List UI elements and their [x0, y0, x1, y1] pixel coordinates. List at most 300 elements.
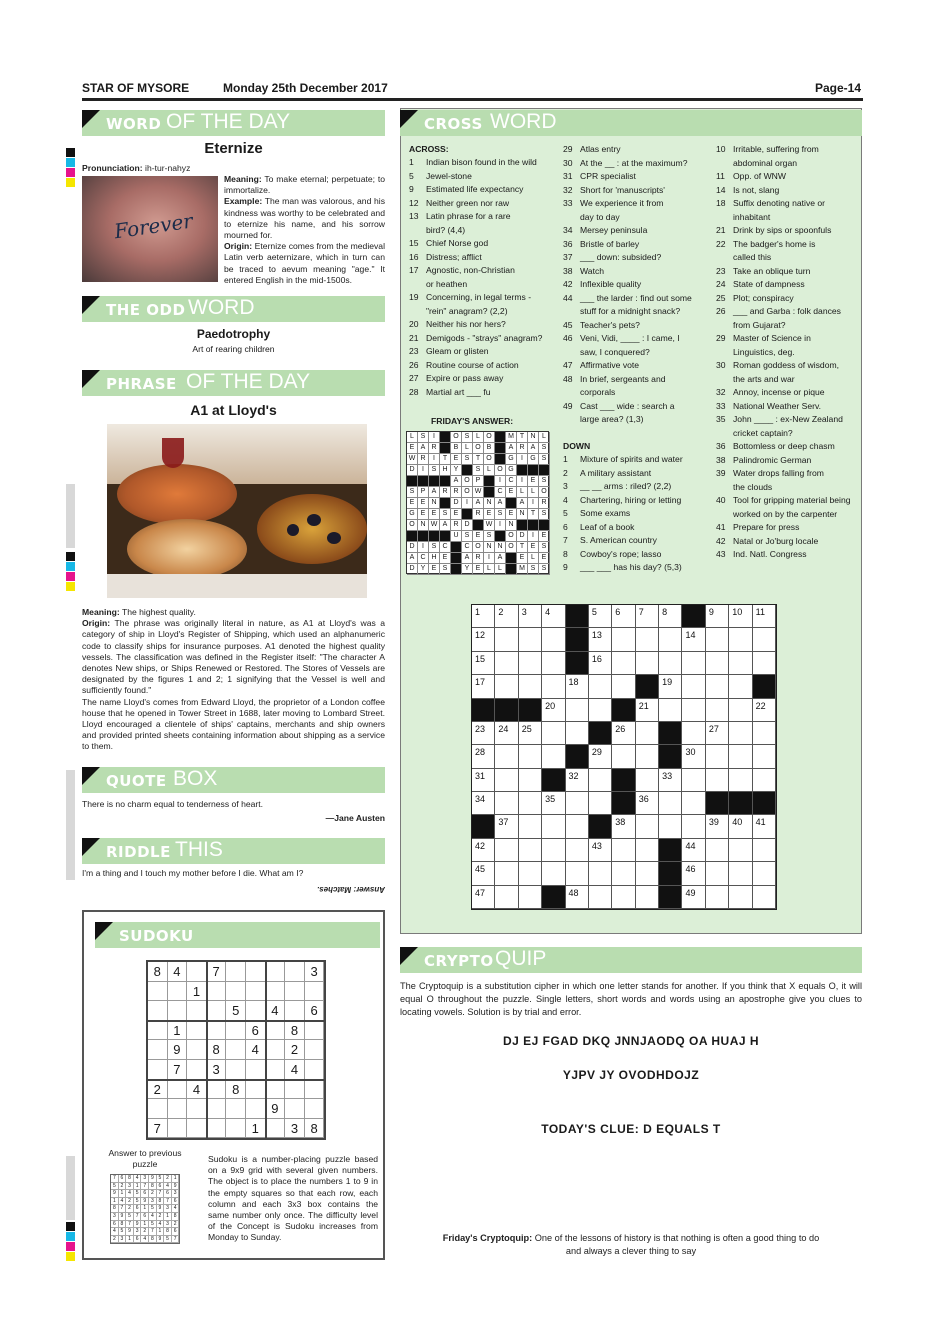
sudoku-cell[interactable] — [246, 1001, 266, 1021]
clue-item: 34 Mersey peninsula — [563, 225, 648, 235]
crossword-cell[interactable] — [542, 699, 565, 722]
crossword-cell[interactable] — [589, 605, 612, 628]
crossword-cell[interactable] — [566, 815, 589, 838]
crossword-cell[interactable] — [472, 628, 495, 651]
sudoku-cell[interactable] — [246, 1080, 266, 1100]
crossword-cell[interactable] — [753, 745, 776, 768]
crossword-cell[interactable] — [729, 815, 752, 838]
crossword-cell[interactable] — [682, 769, 705, 792]
crossword-cell[interactable] — [682, 699, 705, 722]
crossword-black-cell — [472, 699, 495, 722]
crossword-cell[interactable] — [612, 628, 635, 651]
sudoku-cell: 4 — [187, 1080, 207, 1100]
sudoku-cell[interactable] — [207, 1099, 227, 1119]
crossword-cell[interactable] — [729, 628, 752, 651]
crossword-cell[interactable] — [706, 652, 729, 675]
mini-cell: S — [440, 564, 451, 575]
crossword-cell[interactable] — [636, 886, 659, 909]
mini-cell — [539, 465, 550, 476]
crossword-cell[interactable] — [542, 745, 565, 768]
sudoku-cell[interactable] — [246, 962, 266, 982]
clue-item: abdominal organ — [733, 157, 798, 168]
mini-cell: B — [451, 443, 462, 454]
crossword-cell[interactable] — [472, 605, 495, 628]
crossword-cell[interactable] — [472, 769, 495, 792]
crossword-cell[interactable] — [589, 652, 612, 675]
crossword-cell[interactable] — [682, 862, 705, 885]
mini-cell: D — [407, 564, 418, 575]
sudoku-cell[interactable] — [187, 1021, 207, 1041]
crossword-cell[interactable] — [659, 699, 682, 722]
crossword-cell[interactable] — [636, 699, 659, 722]
crossword-cell[interactable] — [659, 628, 682, 651]
sudoku-cell: 1 — [246, 1119, 266, 1139]
sudoku-cell[interactable] — [246, 1099, 266, 1119]
sudoku-cell[interactable] — [266, 1021, 286, 1041]
crossword-cell[interactable] — [542, 605, 565, 628]
sudoku-cell[interactable] — [168, 982, 188, 1002]
crossword-cell[interactable] — [682, 652, 705, 675]
clue-item: 42 Natal or Jo'burg locale — [716, 535, 819, 546]
crossword-cell[interactable] — [706, 862, 729, 885]
crossword-cell[interactable] — [753, 722, 776, 745]
crossword-cell[interactable] — [566, 699, 589, 722]
crossword-cell[interactable] — [589, 792, 612, 815]
crossword-cell[interactable] — [729, 722, 752, 745]
page-number: Page-14 — [815, 81, 862, 95]
clue-item: 13 Latin phrase for a rare — [409, 211, 511, 221]
crossword-cell[interactable] — [589, 699, 612, 722]
crossword-cell[interactable] — [753, 839, 776, 862]
crossword-cell[interactable] — [495, 769, 518, 792]
crossword-cell[interactable] — [659, 792, 682, 815]
sudoku-cell[interactable] — [226, 1099, 246, 1119]
crossword-cell[interactable] — [612, 675, 635, 698]
mini-cell — [495, 454, 506, 465]
crossword-cell[interactable] — [729, 675, 752, 698]
mini-cell: Y — [418, 564, 429, 575]
mini-cell: A — [473, 498, 484, 509]
header-rule — [82, 98, 863, 101]
crossword-cell[interactable] — [589, 862, 612, 885]
mini-cell: G — [506, 454, 517, 465]
crossword-cell[interactable] — [589, 769, 612, 792]
mini-cell: R — [429, 443, 440, 454]
sudoku-cell[interactable] — [148, 1021, 168, 1041]
sudoku-cell[interactable] — [148, 982, 168, 1002]
mini-cell: N — [429, 498, 440, 509]
crossword-cell[interactable] — [472, 839, 495, 862]
crossword-cell[interactable] — [519, 745, 542, 768]
clue-item: 33 We experience it from — [563, 198, 664, 208]
crossword-cell[interactable] — [682, 815, 705, 838]
crossword-cell[interactable] — [659, 605, 682, 628]
mini-cell: E — [473, 531, 484, 542]
crossword-cell[interactable] — [472, 792, 495, 815]
answer-cell: 7 — [157, 1190, 165, 1198]
sudoku-cell[interactable] — [226, 982, 246, 1002]
mini-cell: G — [506, 465, 517, 476]
crossword-cell[interactable] — [729, 605, 752, 628]
crossword-black-cell — [659, 745, 682, 768]
crossword-cell[interactable] — [682, 628, 705, 651]
crossword-cell[interactable] — [659, 815, 682, 838]
cell-number: 25 — [521, 723, 532, 734]
crossword-cell[interactable] — [706, 699, 729, 722]
crossword-cell[interactable] — [566, 722, 589, 745]
mini-cell: N — [506, 520, 517, 531]
sudoku-cell[interactable] — [246, 1060, 266, 1080]
crossword-cell[interactable] — [495, 722, 518, 745]
mini-cell: A — [429, 487, 440, 498]
crossword-cell[interactable] — [706, 815, 729, 838]
sudoku-cell[interactable] — [266, 982, 286, 1002]
answer-cell: 2 — [126, 1198, 134, 1206]
sudoku-cell[interactable] — [285, 1099, 305, 1119]
crossword-cell[interactable] — [519, 722, 542, 745]
crossword-cell[interactable] — [612, 652, 635, 675]
crossword-cell[interactable] — [495, 862, 518, 885]
crossword-cell[interactable] — [495, 839, 518, 862]
crossword-cell[interactable] — [636, 652, 659, 675]
riddle-header: RIDDLE THIS — [82, 838, 385, 864]
mini-cell: R — [418, 454, 429, 465]
sudoku-cell[interactable] — [148, 1040, 168, 1060]
crossword-cell[interactable] — [636, 605, 659, 628]
sudoku-cell[interactable] — [187, 962, 207, 982]
mini-cell — [495, 531, 506, 542]
crossword-cell[interactable] — [495, 792, 518, 815]
answer-cell: 3 — [164, 1221, 172, 1229]
sudoku-cell[interactable] — [168, 1001, 188, 1021]
clue-item: 1 Mixture of spirits and water — [563, 454, 683, 464]
sudoku-cell[interactable] — [168, 1119, 188, 1139]
clue-item: 36 Bristle of barley — [563, 238, 640, 249]
crossword-cell[interactable] — [495, 652, 518, 675]
cryptoquip-intro: The Cryptoquip is a substitution cipher in which one letter stands for another. If you think that X equals O, it will equal O throughout the puzzle. Single letters, short words and words using an apostrophe give you clues to locating vowels. Solution is by trial and error. — [400, 981, 862, 1017]
cell-number: 28 — [475, 747, 486, 758]
mini-cell: I — [495, 520, 506, 531]
clue-item: inhabitant — [733, 211, 771, 222]
crossword-cell[interactable] — [519, 769, 542, 792]
crossword-cell[interactable] — [566, 769, 589, 792]
mini-cell: M — [506, 432, 517, 443]
crossword-cell[interactable] — [495, 605, 518, 628]
mini-cell: I — [484, 553, 495, 564]
sudoku-cell[interactable] — [148, 1099, 168, 1119]
sudoku-cell[interactable] — [226, 1040, 246, 1060]
crossword-cell[interactable] — [566, 839, 589, 862]
crossword-cell[interactable] — [682, 886, 705, 909]
crossword-cell[interactable] — [636, 745, 659, 768]
crossword-cell[interactable] — [706, 745, 729, 768]
answer-cell: 6 — [134, 1205, 142, 1213]
crossword-cell[interactable] — [753, 886, 776, 909]
crossword-cell[interactable] — [589, 839, 612, 862]
crossword-cell[interactable] — [519, 628, 542, 651]
answer-cell: 7 — [149, 1228, 157, 1236]
sudoku-cell[interactable] — [226, 962, 246, 982]
cell-number: 49 — [685, 887, 696, 898]
crossword-grid[interactable] — [471, 604, 777, 910]
sudoku-cell[interactable] — [207, 1080, 227, 1100]
sudoku-cell[interactable] — [168, 1099, 188, 1119]
clue-item: 17 Agnostic, non-Christian — [409, 265, 515, 275]
clue-item: 6 Leaf of a book — [563, 521, 635, 532]
sudoku-cell[interactable] — [226, 1021, 246, 1041]
crossword-cell[interactable] — [636, 628, 659, 651]
answer-cell: 1 — [134, 1183, 142, 1191]
mini-cell: U — [451, 531, 462, 542]
sudoku-cell[interactable] — [266, 1080, 286, 1100]
crossword-cell[interactable] — [519, 839, 542, 862]
crossword-cell[interactable] — [519, 675, 542, 698]
answer-cell: 9 — [126, 1228, 134, 1236]
cell-number: 1 — [475, 607, 481, 617]
crossword-cell[interactable] — [612, 722, 635, 745]
friday-answer-label: FRIDAY'S ANSWER: — [431, 416, 514, 426]
sudoku-cell[interactable] — [305, 1060, 325, 1080]
sudoku-cell[interactable] — [266, 1040, 286, 1060]
crossword-cell[interactable] — [495, 745, 518, 768]
sudoku-cell[interactable] — [187, 1099, 207, 1119]
crossword-cell[interactable] — [706, 675, 729, 698]
crossword-cell[interactable] — [753, 628, 776, 651]
crossword-cell[interactable] — [472, 652, 495, 675]
crossword-cell[interactable] — [542, 792, 565, 815]
riddle-answer: Answer: Matches. — [316, 885, 385, 895]
sudoku-cell[interactable] — [285, 1001, 305, 1021]
clue-item: 5 Jewel-stone — [409, 170, 472, 181]
crossword-cell[interactable] — [729, 769, 752, 792]
clue-item: 40 Tool for gripping material being — [716, 495, 851, 505]
crossword-cell[interactable] — [519, 815, 542, 838]
crossword-cell[interactable] — [706, 769, 729, 792]
crossword-cell[interactable] — [589, 745, 612, 768]
cell-number: 29 — [591, 747, 602, 758]
crossword-cell[interactable] — [589, 628, 612, 651]
tattoo-photo: Forever — [82, 176, 218, 282]
sudoku-cell[interactable] — [266, 962, 286, 982]
sudoku-cell[interactable] — [207, 1021, 227, 1041]
sudoku-cell[interactable] — [226, 1119, 246, 1139]
sudoku-cell[interactable] — [285, 982, 305, 1002]
clue-item: bird? (4,4) — [426, 224, 466, 235]
crossword-black-cell — [566, 745, 589, 768]
crossword-cell[interactable] — [753, 815, 776, 838]
crossword-cell[interactable] — [636, 839, 659, 862]
crossword-cell[interactable] — [729, 745, 752, 768]
crossword-cell[interactable] — [612, 862, 635, 885]
mini-cell: E — [407, 443, 418, 454]
mini-cell: N — [517, 509, 528, 520]
crossword-cell[interactable] — [472, 722, 495, 745]
crossword-cell[interactable] — [542, 628, 565, 651]
sudoku-cell: 2 — [148, 1080, 168, 1100]
mini-cell — [462, 509, 473, 520]
mini-cell: E — [506, 509, 517, 520]
crossword-cell[interactable] — [612, 839, 635, 862]
clue-item: 39 Water drops falling from — [716, 468, 824, 478]
sudoku-cell[interactable] — [266, 1119, 286, 1139]
sudoku-cell[interactable] — [148, 1001, 168, 1021]
mini-cell — [462, 465, 473, 476]
crossword-cell[interactable] — [542, 815, 565, 838]
answer-cell: 8 — [149, 1183, 157, 1191]
crossword-cell[interactable] — [636, 722, 659, 745]
crossword-black-cell — [589, 815, 612, 838]
crossword-cell[interactable] — [729, 699, 752, 722]
sudoku-cell[interactable] — [187, 1060, 207, 1080]
answer-cell: 5 — [149, 1205, 157, 1213]
crossword-black-cell — [495, 699, 518, 722]
crossword-cell[interactable] — [612, 745, 635, 768]
clue-item: stuff for a midnight snack? — [580, 306, 681, 316]
sudoku-cell[interactable] — [207, 982, 227, 1002]
sudoku-cell[interactable] — [148, 1060, 168, 1080]
clue-item: saw, I conquered? — [580, 346, 650, 357]
sudoku-cell[interactable] — [305, 1080, 325, 1100]
crossword-cell[interactable] — [706, 722, 729, 745]
crossword-cell[interactable] — [753, 652, 776, 675]
sudoku-cell[interactable] — [246, 982, 266, 1002]
clue-item: 24 State of dampness — [716, 279, 805, 289]
crossword-cell[interactable] — [495, 675, 518, 698]
sudoku-cell[interactable] — [187, 1040, 207, 1060]
answer-cell: 3 — [141, 1175, 149, 1183]
crossword-cell[interactable] — [542, 675, 565, 698]
crossword-cell[interactable] — [566, 675, 589, 698]
crossword-cell[interactable] — [612, 605, 635, 628]
sudoku-cell[interactable] — [207, 1001, 227, 1021]
answer-cell: 9 — [141, 1198, 149, 1206]
crossword-cell[interactable] — [472, 675, 495, 698]
mini-cell: E — [429, 509, 440, 520]
crossword-cell[interactable] — [659, 769, 682, 792]
crossword-cell[interactable] — [472, 886, 495, 909]
crossword-cell[interactable] — [519, 792, 542, 815]
crossword-cell[interactable] — [472, 862, 495, 885]
crossword-cell[interactable] — [659, 675, 682, 698]
crossword-cell[interactable] — [659, 652, 682, 675]
crossword-cell[interactable] — [729, 886, 752, 909]
crossword-cell[interactable] — [566, 886, 589, 909]
crossword-cell[interactable] — [682, 745, 705, 768]
mini-cell: A — [462, 553, 473, 564]
sudoku-cell[interactable] — [305, 1040, 325, 1060]
cell-number: 27 — [708, 723, 719, 734]
odd-word-meaning: Art of rearing children — [192, 344, 275, 354]
crossword-cell[interactable] — [729, 862, 752, 885]
sudoku-cell[interactable] — [305, 1021, 325, 1041]
crossword-cell[interactable] — [753, 769, 776, 792]
crossword-cell[interactable] — [542, 839, 565, 862]
cell-number: 46 — [685, 864, 696, 875]
sudoku-cell[interactable] — [187, 1001, 207, 1021]
sudoku-cell[interactable] — [285, 1080, 305, 1100]
crossword-cell[interactable] — [519, 886, 542, 909]
crossword-cell[interactable] — [682, 792, 705, 815]
crossword-cell[interactable] — [519, 652, 542, 675]
answer-cell: 8 — [157, 1198, 165, 1206]
crossword-cell[interactable] — [542, 862, 565, 885]
mini-cell: L — [495, 564, 506, 575]
mini-cell: S — [462, 531, 473, 542]
sudoku-cell[interactable] — [305, 982, 325, 1002]
crossword-cell[interactable] — [706, 839, 729, 862]
clue-item: 3 __ __ arms : riled? (2,2) — [563, 481, 672, 491]
mini-cell: O — [473, 443, 484, 454]
crossword-cell[interactable] — [636, 815, 659, 838]
crossword-cell[interactable] — [542, 652, 565, 675]
crossword-cell[interactable] — [753, 699, 776, 722]
sudoku-cell[interactable] — [305, 1099, 325, 1119]
crossword-cell[interactable] — [682, 675, 705, 698]
sudoku-cell[interactable] — [285, 962, 305, 982]
crossword-cell[interactable] — [636, 769, 659, 792]
odd-word: Paedotrophy — [196, 327, 271, 341]
crossword-cell[interactable] — [682, 722, 705, 745]
sudoku-cell[interactable] — [266, 1060, 286, 1080]
crossword-cell[interactable] — [519, 605, 542, 628]
clue-item: 19 Concerning, in legal terms - — [409, 292, 532, 302]
mini-cell: T — [517, 432, 528, 443]
crossword-cell[interactable] — [706, 628, 729, 651]
crossword-cell[interactable] — [495, 628, 518, 651]
crossword-cell[interactable] — [682, 839, 705, 862]
crossword-cell[interactable] — [519, 862, 542, 885]
cell-number: 11 — [755, 607, 765, 617]
crossword-cell[interactable] — [589, 675, 612, 698]
cryptoquip-line-1: DJ EJ FGAD DKQ JNNJAODQ OA HUAJ H — [502, 1034, 760, 1048]
crossword-cell[interactable] — [729, 652, 752, 675]
sudoku-cell[interactable] — [187, 1119, 207, 1139]
crossword-cell[interactable] — [636, 792, 659, 815]
crossword-cell[interactable] — [495, 815, 518, 838]
answer-cell: 1 — [141, 1205, 149, 1213]
crossword-cell[interactable] — [612, 886, 635, 909]
clue-item: 49 Cast ___ wide : search a — [563, 400, 675, 411]
cell-number: 45 — [475, 864, 486, 875]
sudoku-cell: 5 — [226, 1001, 246, 1021]
crossword-black-cell — [519, 699, 542, 722]
crossword-cell[interactable] — [706, 886, 729, 909]
food-photo — [107, 424, 367, 598]
crossword-cell[interactable] — [589, 886, 612, 909]
clue-item: 29 Atlas entry — [563, 144, 621, 154]
friday-answer-grid — [406, 431, 549, 574]
crossword-cell[interactable] — [472, 745, 495, 768]
mini-cell: T — [440, 454, 451, 465]
clue-item: worked on by the carpenter — [733, 508, 838, 519]
crossword-cell[interactable] — [566, 792, 589, 815]
crossword-cell[interactable] — [566, 862, 589, 885]
crossword-cell[interactable] — [706, 605, 729, 628]
crossword-cell[interactable] — [612, 815, 635, 838]
crossword-cell[interactable] — [495, 886, 518, 909]
crossword-cell[interactable] — [753, 862, 776, 885]
crossword-cell[interactable] — [636, 862, 659, 885]
crossword-cell[interactable] — [729, 839, 752, 862]
sudoku-cell[interactable] — [226, 1060, 246, 1080]
sudoku-cell[interactable] — [207, 1119, 227, 1139]
sudoku-cell[interactable] — [168, 1080, 188, 1100]
answer-cell: 2 — [141, 1228, 149, 1236]
cell-number: 48 — [568, 887, 579, 898]
cell-number: 8 — [662, 607, 668, 617]
crossword-cell[interactable] — [542, 722, 565, 745]
crossword-cell[interactable] — [753, 605, 776, 628]
